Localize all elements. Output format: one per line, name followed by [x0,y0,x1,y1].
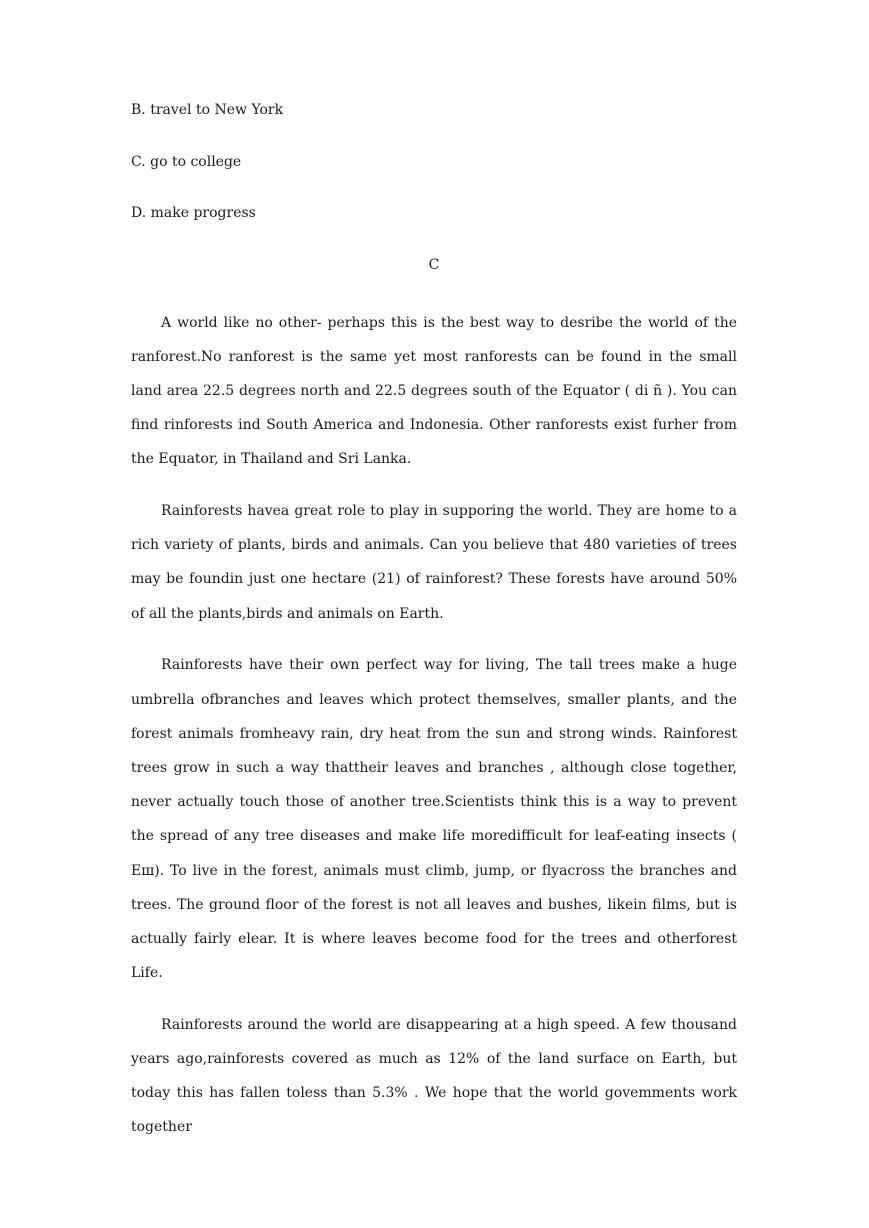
paragraph-3: Rainforests have their own perfect way for living, The tall trees make a huge umbrella ofbranches and leaves which protect themselves, smaller plants, and the forest animals fromheavy rain, dry heat from the sun and strong winds. Rainforest trees grow in such a way thattheir leaves and branches , although close together, never actually touch those of another tree.Scientists think this is a way to prevent the spread of any tree diseases and make life moredifficult for leaf-eating insects ( Eш). To live in the forest, animals must climb, jump, or flyacross the branches and trees. The ground floor of the forest is not all leaves and bushes, likein films, but is actually fairly elear. It is where leaves become food for the trees and otherforest Life. [131,657,737,982]
document-page [131,100,737,1162]
paragraph-2: Rainforests havea great role to play in supporing the world. They are home to a rich variety of plants, birds and animals. Can you believe that 480 varieties of trees may be foundin just one hectare (21) of rainforest? These forests have around 50% of all the plants,birds and animals on Earth. [131,503,737,622]
paragraph-4: Rainforests around the world are disappearing at a high speed. A few thousand years ago,rainforests covered as much as 12% of the land surface on Earth, but today this has fallen toless than 5.3% . We hope that the world govemments work together [131,1016,737,1136]
option-d: D. make progress [131,205,256,221]
paragraph-1: A world like no other- perhaps this is the best way to desribe the world of the ranforest.No ranforest is the same yet most ranforests can be found in the small land area 22.5 degrees north and 22.5 degrees south of the Equator ( di ñ ). You can find rinforests ind South America and Indonesia. Other ranforests exist furher from the Equator, in Thailand and Sri Lanka. [131,314,737,468]
option-b: B. travel to New York [131,102,284,118]
section-heading: C [428,256,440,273]
option-c: C. go to college [131,153,242,170]
